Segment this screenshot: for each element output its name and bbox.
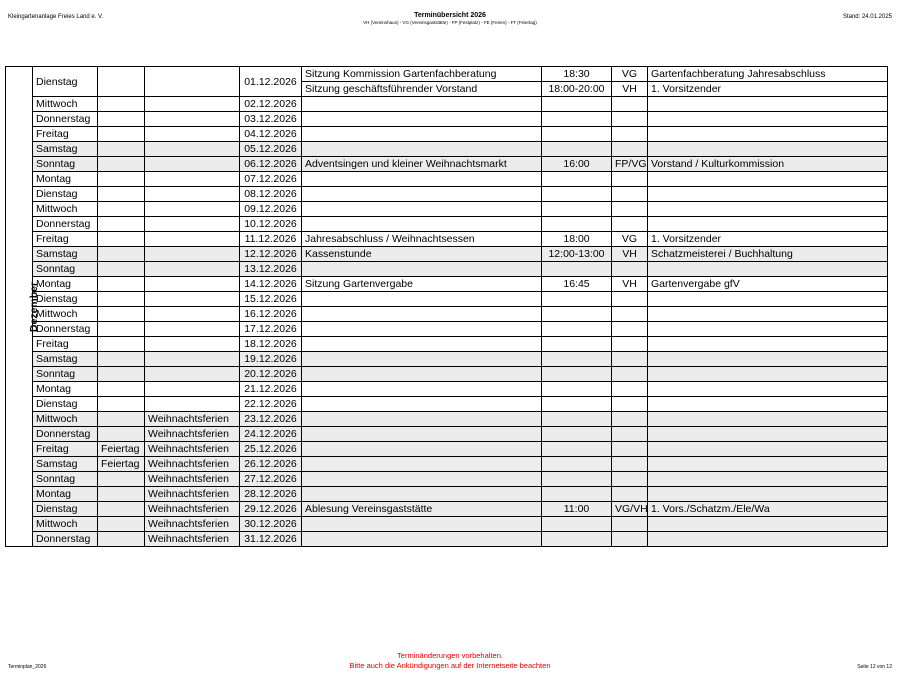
vacation-cell — [145, 292, 240, 307]
holiday-cell — [98, 367, 145, 382]
event-responsible-cell — [648, 142, 888, 157]
event-place-cell — [612, 142, 648, 157]
holiday-cell — [98, 172, 145, 187]
event-responsible-cell — [648, 217, 888, 232]
event-title-cell — [302, 202, 542, 217]
event-title-cell — [302, 112, 542, 127]
table-row — [6, 307, 888, 322]
event-responsible-cell — [648, 487, 888, 502]
vacation-cell — [145, 337, 240, 352]
holiday-cell — [98, 247, 145, 262]
holiday-cell — [98, 517, 145, 532]
event-time-cell — [542, 292, 612, 307]
event-time-cell — [542, 217, 612, 232]
weekday-cell: Mittwoch — [33, 97, 98, 112]
stand-date: Stand: 24.01.2025 — [842, 14, 892, 20]
event-title-cell — [302, 382, 542, 397]
vacation-cell — [145, 277, 240, 292]
event-place-cell: VH — [612, 277, 648, 292]
date-cell: 07.12.2026 — [240, 172, 302, 187]
date-cell: 01.12.2026 — [240, 67, 302, 97]
holiday-cell — [98, 307, 145, 322]
event-place-cell — [612, 112, 648, 127]
holiday-cell — [98, 427, 145, 442]
date-cell: 29.12.2026 — [240, 502, 302, 517]
event-title-cell — [302, 172, 542, 187]
event-responsible-cell — [648, 442, 888, 457]
event-responsible-cell: Schatzmeisterei / Buchhaltung — [648, 247, 888, 262]
holiday-cell — [98, 112, 145, 127]
vacation-cell — [145, 217, 240, 232]
holiday-cell — [98, 502, 145, 517]
event-title-cell: Sitzung geschäftsführender Vorstand — [302, 82, 542, 97]
event-time-cell — [542, 517, 612, 532]
date-cell: 19.12.2026 — [240, 352, 302, 367]
event-time-cell — [542, 427, 612, 442]
event-time-cell — [542, 97, 612, 112]
event-title-cell — [302, 322, 542, 337]
vacation-cell — [145, 307, 240, 322]
event-time-cell — [542, 472, 612, 487]
notice-line-1: Terminänderungen vorbehalten. — [397, 651, 503, 660]
weekday-cell: Donnerstag — [33, 217, 98, 232]
weekday-cell: Montag — [33, 487, 98, 502]
table-row — [6, 397, 888, 412]
event-time-cell — [542, 262, 612, 277]
event-title-cell — [302, 442, 542, 457]
event-time-cell — [542, 202, 612, 217]
event-responsible-cell — [648, 397, 888, 412]
event-title-cell — [302, 427, 542, 442]
event-time-cell — [542, 172, 612, 187]
vacation-cell: Weihnachtsferien — [145, 457, 240, 472]
date-cell: 25.12.2026 — [240, 442, 302, 457]
event-place-cell — [612, 442, 648, 457]
vacation-cell: Weihnachtsferien — [145, 472, 240, 487]
holiday-cell — [98, 397, 145, 412]
event-title-cell — [302, 412, 542, 427]
weekday-cell: Donnerstag — [33, 112, 98, 127]
event-place-cell — [612, 307, 648, 322]
date-cell: 28.12.2026 — [240, 487, 302, 502]
vacation-cell — [145, 397, 240, 412]
weekday-cell: Mittwoch — [33, 412, 98, 427]
vacation-cell: Weihnachtsferien — [145, 412, 240, 427]
event-place-cell — [612, 262, 648, 277]
event-time-cell — [542, 352, 612, 367]
vacation-cell — [145, 352, 240, 367]
event-responsible-cell — [648, 172, 888, 187]
vacation-cell — [145, 112, 240, 127]
event-responsible-cell: 1. Vorsitzender — [648, 82, 888, 97]
holiday-cell — [98, 352, 145, 367]
event-place-cell — [612, 367, 648, 382]
event-responsible-cell — [648, 262, 888, 277]
event-title-cell — [302, 97, 542, 112]
event-place-cell — [612, 457, 648, 472]
table-row — [6, 352, 888, 367]
event-responsible-cell — [648, 532, 888, 547]
event-time-cell — [542, 112, 612, 127]
vacation-cell: Weihnachtsferien — [145, 487, 240, 502]
event-title-cell — [302, 262, 542, 277]
date-cell: 17.12.2026 — [240, 322, 302, 337]
date-cell: 11.12.2026 — [240, 232, 302, 247]
holiday-cell — [98, 337, 145, 352]
event-title-cell — [302, 397, 542, 412]
event-place-cell — [612, 472, 648, 487]
event-title-cell — [302, 187, 542, 202]
weekday-cell: Donnerstag — [33, 322, 98, 337]
weekday-cell: Freitag — [33, 442, 98, 457]
vacation-cell — [145, 247, 240, 262]
vacation-cell — [145, 322, 240, 337]
date-cell: 13.12.2026 — [240, 262, 302, 277]
event-title-cell — [302, 487, 542, 502]
date-cell: 27.12.2026 — [240, 472, 302, 487]
table-row — [6, 97, 888, 112]
month-label-cell — [6, 67, 41, 547]
event-place-cell — [612, 517, 648, 532]
date-cell: 08.12.2026 — [240, 187, 302, 202]
event-place-cell — [612, 217, 648, 232]
table-row — [6, 232, 888, 247]
event-place-cell: VH — [612, 82, 648, 97]
table-row — [6, 292, 888, 307]
weekday-cell: Sonntag — [33, 367, 98, 382]
vacation-cell: Weihnachtsferien — [145, 502, 240, 517]
event-time-cell: 12:00-13:00 — [542, 247, 612, 262]
holiday-cell — [98, 127, 145, 142]
weekday-cell: Mittwoch — [33, 202, 98, 217]
legend-abbreviations: VH (Vereinshaus) - VG (Vereinsgaststätte) - FP (Festplatz) - FE (Ferien) - FT (Feiertag) — [363, 20, 537, 25]
holiday-cell — [98, 292, 145, 307]
holiday-cell — [98, 412, 145, 427]
table-row — [6, 457, 888, 472]
table-row — [6, 322, 888, 337]
vacation-cell — [145, 97, 240, 112]
event-title-cell — [302, 292, 542, 307]
event-time-cell: 18:00 — [542, 232, 612, 247]
date-cell: 23.12.2026 — [240, 412, 302, 427]
event-responsible-cell — [648, 412, 888, 427]
vacation-cell — [145, 142, 240, 157]
holiday-cell — [98, 232, 145, 247]
table-row — [6, 517, 888, 532]
table-row — [6, 337, 888, 352]
table-row — [6, 217, 888, 232]
weekday-cell: Mittwoch — [33, 307, 98, 322]
event-place-cell — [612, 412, 648, 427]
table-row — [6, 412, 888, 427]
event-responsible-cell — [648, 457, 888, 472]
event-time-cell — [542, 397, 612, 412]
event-title-cell — [302, 127, 542, 142]
event-responsible-cell — [648, 97, 888, 112]
event-time-cell: 11:00 — [542, 502, 612, 517]
holiday-cell — [98, 322, 145, 337]
table-row — [6, 427, 888, 442]
table-row — [6, 532, 888, 547]
holiday-cell — [98, 142, 145, 157]
event-time-cell — [542, 307, 612, 322]
event-responsible-cell: 1. Vors./Schatzm./Ele/Wa — [648, 502, 888, 517]
event-time-cell: 18:00-20:00 — [542, 82, 612, 97]
vacation-cell: Weihnachtsferien — [145, 517, 240, 532]
event-responsible-cell — [648, 367, 888, 382]
holiday-cell — [98, 532, 145, 547]
table-row — [6, 262, 888, 277]
table-row — [6, 187, 888, 202]
weekday-cell: Montag — [33, 172, 98, 187]
event-place-cell — [612, 292, 648, 307]
event-place-cell — [612, 382, 648, 397]
vacation-cell: Weihnachtsferien — [145, 532, 240, 547]
event-time-cell — [542, 127, 612, 142]
holiday-cell — [98, 187, 145, 202]
vacation-cell — [145, 127, 240, 142]
event-title-cell — [302, 472, 542, 487]
vacation-cell — [145, 367, 240, 382]
page-number: Seite 12 von 12 — [857, 664, 892, 670]
event-time-cell — [542, 532, 612, 547]
event-responsible-cell — [648, 427, 888, 442]
date-cell: 15.12.2026 — [240, 292, 302, 307]
weekday-cell: Sonntag — [33, 472, 98, 487]
event-place-cell: FP/VG — [612, 157, 648, 172]
event-title-cell: Jahresabschluss / Weihnachtsessen — [302, 232, 542, 247]
event-title-cell — [302, 307, 542, 322]
event-responsible-cell — [648, 112, 888, 127]
vacation-cell — [145, 157, 240, 172]
date-cell: 26.12.2026 — [240, 457, 302, 472]
weekday-cell: Samstag — [33, 352, 98, 367]
vacation-cell — [145, 262, 240, 277]
table-row — [6, 67, 888, 82]
holiday-cell — [98, 382, 145, 397]
table-row — [6, 127, 888, 142]
event-responsible-cell — [648, 352, 888, 367]
holiday-cell: Feiertag — [98, 457, 145, 472]
event-title-cell: Adventsingen und kleiner Weihnachtsmarkt — [302, 157, 542, 172]
event-title-cell — [302, 217, 542, 232]
holiday-cell — [98, 277, 145, 292]
weekday-cell: Montag — [33, 382, 98, 397]
footer-notice — [0, 651, 900, 671]
date-cell: 21.12.2026 — [240, 382, 302, 397]
event-title-cell — [302, 457, 542, 472]
holiday-cell — [98, 262, 145, 277]
event-place-cell — [612, 532, 648, 547]
holiday-cell — [98, 472, 145, 487]
date-cell: 03.12.2026 — [240, 112, 302, 127]
date-cell: 16.12.2026 — [240, 307, 302, 322]
event-responsible-cell — [648, 127, 888, 142]
event-time-cell — [542, 457, 612, 472]
weekday-cell: Freitag — [33, 232, 98, 247]
weekday-cell: Mittwoch — [33, 517, 98, 532]
event-title-cell — [302, 532, 542, 547]
event-title-cell: Kassenstunde — [302, 247, 542, 262]
date-cell: 09.12.2026 — [240, 202, 302, 217]
event-responsible-cell — [648, 202, 888, 217]
table-row — [6, 157, 888, 172]
event-time-cell — [542, 322, 612, 337]
event-place-cell — [612, 172, 648, 187]
table-row — [6, 202, 888, 217]
organization-name: Kleingartenanlage Freies Land e. V. — [8, 14, 104, 20]
event-title-cell — [302, 337, 542, 352]
event-place-cell — [612, 202, 648, 217]
event-responsible-cell — [648, 292, 888, 307]
weekday-cell: Dienstag — [33, 397, 98, 412]
weekday-cell: Dienstag — [33, 292, 98, 307]
event-time-cell — [542, 382, 612, 397]
calendar-table — [5, 66, 888, 547]
event-place-cell: VG — [612, 67, 648, 82]
table-row — [6, 142, 888, 157]
date-cell: 30.12.2026 — [240, 517, 302, 532]
weekday-cell: Samstag — [33, 247, 98, 262]
event-time-cell: 16:00 — [542, 157, 612, 172]
event-responsible-cell — [648, 322, 888, 337]
event-time-cell — [542, 337, 612, 352]
event-place-cell — [612, 352, 648, 367]
date-cell: 04.12.2026 — [240, 127, 302, 142]
event-responsible-cell — [648, 187, 888, 202]
event-place-cell — [612, 322, 648, 337]
event-time-cell — [542, 412, 612, 427]
table-row — [6, 502, 888, 517]
date-cell: 24.12.2026 — [240, 427, 302, 442]
date-cell: 02.12.2026 — [240, 97, 302, 112]
table-row — [6, 277, 888, 292]
table-row — [6, 442, 888, 457]
event-responsible-cell: Gartenvergabe gfV — [648, 277, 888, 292]
event-time-cell: 16:45 — [542, 277, 612, 292]
vacation-cell: Weihnachtsferien — [145, 442, 240, 457]
holiday-cell — [98, 487, 145, 502]
event-responsible-cell — [648, 307, 888, 322]
event-time-cell — [542, 142, 612, 157]
table-row — [6, 382, 888, 397]
holiday-cell — [98, 97, 145, 112]
table-row — [6, 247, 888, 262]
weekday-cell: Donnerstag — [33, 427, 98, 442]
date-cell: 31.12.2026 — [240, 532, 302, 547]
weekday-cell: Montag — [33, 277, 98, 292]
event-place-cell — [612, 397, 648, 412]
date-cell: 22.12.2026 — [240, 397, 302, 412]
header-center — [0, 12, 900, 25]
event-time-cell — [542, 487, 612, 502]
event-title-cell — [302, 367, 542, 382]
table-row — [6, 487, 888, 502]
event-responsible-cell — [648, 517, 888, 532]
event-title-cell: Ablesung Vereinsgaststätte — [302, 502, 542, 517]
weekday-cell: Samstag — [33, 142, 98, 157]
event-place-cell — [612, 187, 648, 202]
event-responsible-cell: Gartenfachberatung Jahresabschluss — [648, 67, 888, 82]
notice-line-2: Bitte auch die Ankündigungen auf der Internetseite beachten — [349, 661, 551, 670]
table-row — [6, 367, 888, 382]
date-cell: 20.12.2026 — [240, 367, 302, 382]
event-title-cell: Sitzung Gartenvergabe — [302, 277, 542, 292]
weekday-cell: Dienstag — [33, 502, 98, 517]
holiday-cell — [98, 217, 145, 232]
table-row — [6, 172, 888, 187]
event-time-cell: 18:30 — [542, 67, 612, 82]
date-cell: 05.12.2026 — [240, 142, 302, 157]
weekday-cell: Freitag — [33, 337, 98, 352]
event-place-cell — [612, 127, 648, 142]
vacation-cell — [145, 67, 240, 97]
vacation-cell — [145, 202, 240, 217]
holiday-cell — [98, 202, 145, 217]
date-cell: 18.12.2026 — [240, 337, 302, 352]
event-place-cell — [612, 337, 648, 352]
event-responsible-cell — [648, 472, 888, 487]
event-time-cell — [542, 367, 612, 382]
weekday-cell: Freitag — [33, 127, 98, 142]
event-title-cell — [302, 517, 542, 532]
event-place-cell — [612, 427, 648, 442]
vacation-cell — [145, 187, 240, 202]
event-responsible-cell: 1. Vorsitzender — [648, 232, 888, 247]
vacation-cell — [145, 382, 240, 397]
date-cell: 12.12.2026 — [240, 247, 302, 262]
weekday-cell: Dienstag — [33, 67, 98, 97]
month-label: Dezember — [28, 281, 41, 332]
event-responsible-cell — [648, 382, 888, 397]
event-place-cell: VG/VH — [612, 502, 648, 517]
weekday-cell: Dienstag — [33, 187, 98, 202]
event-place-cell — [612, 97, 648, 112]
vacation-cell — [145, 232, 240, 247]
footer-filename: Terminplan_2026 — [8, 664, 47, 670]
vacation-cell: Weihnachtsferien — [145, 427, 240, 442]
holiday-cell — [98, 67, 145, 97]
weekday-cell: Sonntag — [33, 262, 98, 277]
weekday-cell: Sonntag — [33, 157, 98, 172]
event-place-cell — [612, 487, 648, 502]
table-row — [6, 472, 888, 487]
event-title-cell — [302, 142, 542, 157]
date-cell: 14.12.2026 — [240, 277, 302, 292]
event-title-cell — [302, 352, 542, 367]
holiday-cell — [98, 157, 145, 172]
event-time-cell — [542, 187, 612, 202]
event-responsible-cell — [648, 337, 888, 352]
holiday-cell: Feiertag — [98, 442, 145, 457]
vacation-cell — [145, 172, 240, 187]
event-time-cell — [542, 442, 612, 457]
event-title-cell: Sitzung Kommission Gartenfachberatung — [302, 67, 542, 82]
table-row — [6, 112, 888, 127]
weekday-cell: Samstag — [33, 457, 98, 472]
date-cell: 06.12.2026 — [240, 157, 302, 172]
event-responsible-cell: Vorstand / Kulturkommission — [648, 157, 888, 172]
page-title: Terminübersicht 2026 — [414, 12, 486, 19]
event-place-cell: VH — [612, 247, 648, 262]
event-place-cell: VG — [612, 232, 648, 247]
weekday-cell: Donnerstag — [33, 532, 98, 547]
date-cell: 10.12.2026 — [240, 217, 302, 232]
